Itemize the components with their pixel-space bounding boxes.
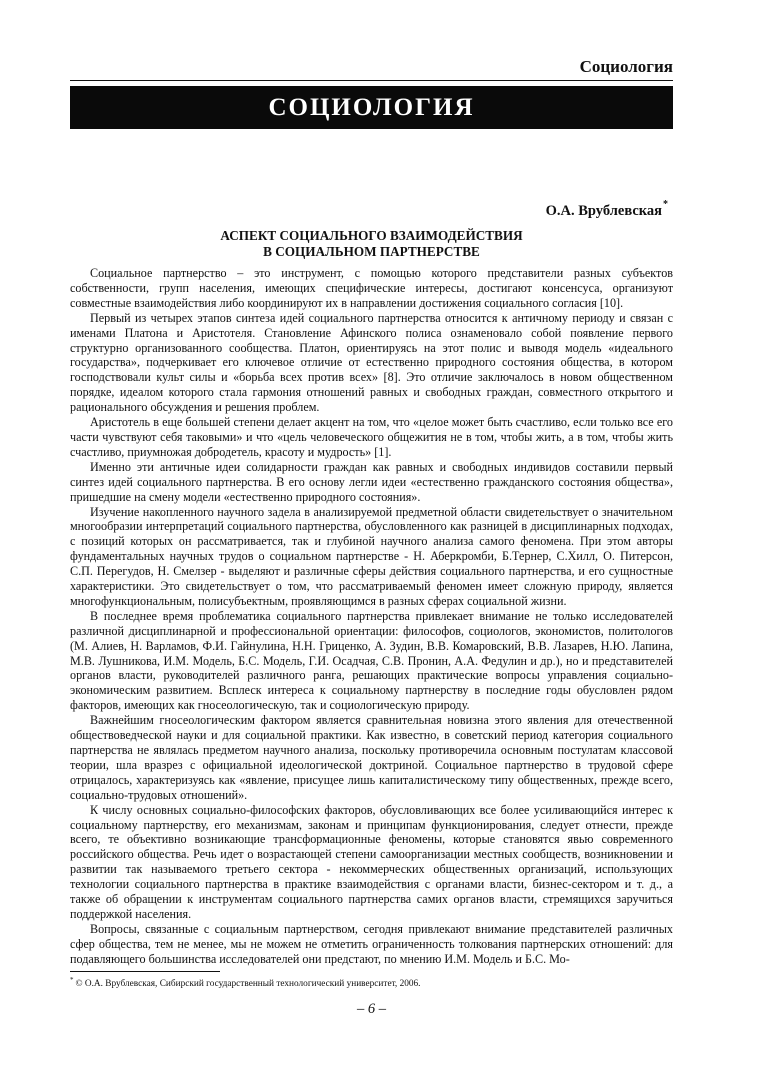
section-banner: СОЦИОЛОГИЯ [70, 86, 673, 129]
page-number: – 6 – [357, 1001, 386, 1017]
paragraph-3: Аристотель в еще большей степени делает акцент на том, что «целое может быть счастливо, если только все его части чувствуют себя таковыми» и что «цель человеческого общежития не в том, чтобы жить, а в том, чтобы жить счастливо, приумножая добродетель, красоту и мудрость» [1]. [70, 415, 673, 459]
paragraph-5: Изучение накопленного научного задела в анализируемой предметной области свидетельствует о значительном многообразии интерпретаций социального партнерства, обусловленного как разницей в дисциплинарных подходах, с позиций которых он рассматривается, так и глубиной научного анализа самого феномена. При этом авторы фундаментальных научных трудов о социальном партнерстве - Н. Аберкромби, Б.Тернер, С.Хилл, О. Питерсон, С.П. Перегудов, Н. Смелзер - выделяют и различные сферы действия социального партнерства, и его сущностные характеристики. Это свидетельствует о том, что рассматриваемый феномен имеет сложную природу, является многофункциональным, полисубъектным, проявляющимся в разных сферах социальной жизни. [70, 504, 673, 608]
footnote-rule [70, 971, 220, 972]
header-rule [70, 80, 673, 81]
paragraph-8: К числу основных социально-философских факторов, обусловливающих все более усиливающийся интерес к социальному партнерству, его механизмам, законам и принципам функционирования, следует отнести, прежде всего, те объективно возникающие трансформационные феномены, которые становятся явью современного российского общества. Речь идет о возрастающей степени самоорганизации местных сообществ, возникновении и развитии так называемого третьего сектора - некоммерческих общественных организаций, использующих технологии социального партнерства в практике взаимодействия с органами власти, бизнес-сектором и т. д., а также об обращении к инструментам социального партнерства самих органов власти, стремящихся заручиться поддержкой населения. [70, 802, 673, 921]
title-line-2: В СОЦИАЛЬНОМ ПАРТНЕРСТВЕ [263, 244, 480, 259]
paragraph-6: В последнее время проблематика социального партнерства привлекает внимание не только исследователей различной дисциплинарной и профессиональной ориентации: философов, социологов, экономистов, политологов (М. Алиев, Н. Варламов, Ф.И. Гайнулина, Н.Н. Гриценко, А. Зудин, В.В. Комаровский, В.В. Лазарев, Н.Ю. Лапина, М.В. Лушникова, И.М. Модель, Б.С. Модель, Г.И. Осадчая, С.В. Пронин, А.А. Федулин и др.), но и представителей органов власти, руководителей различного ранга, решающих практические вопросы управления социально-экономическим развитием. Всплеск интереса к социальному партнерству в последние годы обусловлен рядом факторов, имеющих как гносеологическую, так и социологическую природу. [70, 608, 673, 713]
author-name: О.А. Врублевская [545, 203, 662, 219]
title-line-1: АСПЕКТ СОЦИАЛЬНОГО ВЗАИМОДЕЙСТВИЯ [220, 228, 523, 243]
paragraph-2: Первый из четырех этапов синтеза идей социального партнерства относится к античному периоду и связан с именами Платона и Аристотеля. Становление Афинского полиса ознаменовало собой появление первого структурно организованного сообщества. Платон, ориентируясь на этот полис и выводя модель «идеального государства», подчеркивает его ключевое отличие от естественно природного состояния общества, в котором господствовали культ силы и «борьба всех против всех» [8]. Это отличие заключалось в новом общественном порядке, идеалом которого стала гармония отношений равных и свободных граждан, совместного открытого и рационального обсуждения и решения проблем. [70, 310, 673, 415]
article-body [70, 266, 673, 967]
paragraph-4: Именно эти античные идеи солидарности граждан как равных и свободных индивидов составили первый синтез идей социального партнерства. В его основу легли идеи «естественно гражданского состояния общества», пришедшие на смену модели «естественно природного состояния». [70, 459, 673, 504]
article-title [70, 228, 673, 260]
running-head: Социология [579, 57, 673, 76]
paragraph-9: Вопросы, связанные с социальным партнерством, сегодня привлекают внимание представителей различных сфер общества, тем не менее, мы не можем не отметить ограниченность толкования партнерских отношений: для подавляющего большинства исследователей они предстают, по мнению И.М. Модель и Б.С. Мо- [70, 921, 673, 966]
author-footnote-mark: * [663, 199, 668, 210]
paragraph-1: Социальное партнерство – это инструмент, с помощью которого представители разных субъектов собственности, групп населения, имеющих специфические интересы, достигают консенсуса, организуют совместные взаимодействия либо координируют их в направлении достижения социального согласия [10]. [70, 266, 673, 310]
footnote [70, 978, 673, 990]
author-line [70, 199, 668, 222]
footnote-text: © О.А. Врублевская, Сибирский государственный технологический университет, 2006. [75, 979, 421, 989]
paragraph-7: Важнейшим гносеологическим фактором является сравнительная новизна этого явления для отечественной обществоведческой науки и для социальной практики. Как известно, в советский период категория социального партнерства не являлась предметом научного анализа, поскольку противоречила основным постулатам классовой теории, шла вразрез с официальной идеологической доктриной. Социальное партнерство в трудовой сфере отрицалось, характеризуясь как «явление, присущее лишь капиталистическому типу общественных, прежде всего, социально-трудовых отношений». [70, 713, 673, 802]
footnote-mark: * [70, 976, 74, 984]
